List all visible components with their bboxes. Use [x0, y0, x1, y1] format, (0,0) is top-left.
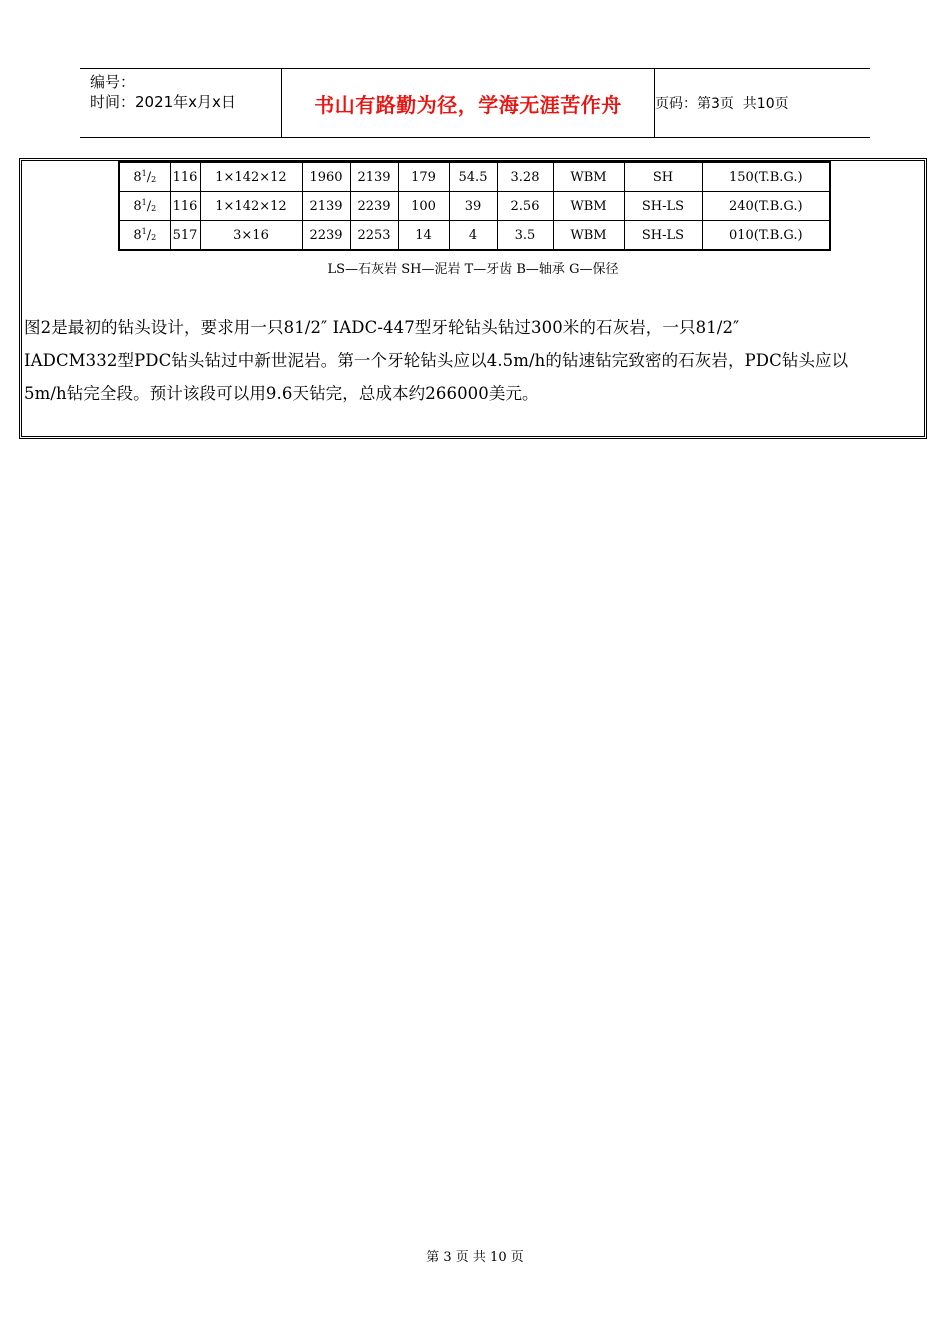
table-cell: 010(T.B.G.) [702, 221, 830, 251]
table-cell: 2253 [350, 221, 398, 251]
table-cell: 2139 [350, 162, 398, 192]
table-cell: 2239 [350, 192, 398, 221]
body-paragraph [24, 311, 926, 410]
table-cell: 1×142×12 [200, 192, 302, 221]
bit-size-cell: $8^1/_2$ [119, 162, 170, 192]
table-cell: 2239 [302, 221, 350, 251]
header-motto-cell [282, 69, 655, 137]
table-cell: WBM [553, 162, 624, 192]
table-cell: 116 [170, 192, 200, 221]
motto: 书山有路勤为径，学海无涯苦作舟 [314, 92, 622, 117]
table-cell: SH [624, 162, 702, 192]
table-cell: 517 [170, 221, 200, 251]
table-cell: WBM [553, 192, 624, 221]
table-row [119, 192, 830, 221]
table-cell: 3×16 [200, 221, 302, 251]
number-label: 编号： [90, 73, 136, 91]
table-cell: 14 [398, 221, 449, 251]
time-label: 时间：2021年x月x日 [90, 93, 236, 111]
page-footer: 第 3 页 共 10 页 [426, 1250, 524, 1265]
table-cell: 39 [449, 192, 497, 221]
table-cell: 2.56 [497, 192, 553, 221]
table-cell: 4 [449, 221, 497, 251]
paragraph-line: 5m/h钻完全段。预计该段可以用9.6天钻完，总成本约266000美元。 [24, 384, 539, 403]
header-meta [80, 69, 282, 137]
table-cell: 3.28 [497, 162, 553, 192]
content-frame [19, 158, 927, 439]
table-cell: 1×142×12 [200, 162, 302, 192]
table-cell: 150(T.B.G.) [702, 162, 830, 192]
header-page-cell [655, 69, 870, 137]
table-cell: 179 [398, 162, 449, 192]
table-cell: 54.5 [449, 162, 497, 192]
bit-size-cell: $8^1/_2$ [119, 221, 170, 251]
table-cell: 100 [398, 192, 449, 221]
table-cell: 2139 [302, 192, 350, 221]
table-cell: 3.5 [497, 221, 553, 251]
table-cell: 116 [170, 162, 200, 192]
table-cell: WBM [553, 221, 624, 251]
paragraph-line: 图2是最初的钻头设计，要求用一只81/2″ IADC-447型牙轮钻头钻过300米的石灰岩，一只81/2″ [24, 318, 740, 337]
table-row [119, 221, 830, 251]
page-label: 页码：第3页 共10页 [655, 96, 789, 112]
table-row [119, 162, 830, 192]
table-legend: LS—石灰岩 SH—泥岩 T—牙齿 B—轴承 G—保径 [327, 262, 619, 277]
page-header [80, 68, 870, 138]
bit-record-table [118, 161, 831, 251]
table-cell: 1960 [302, 162, 350, 192]
table-cell: 240(T.B.G.) [702, 192, 830, 221]
bit-size-cell: $8^1/_2$ [119, 192, 170, 221]
table-cell: SH-LS [624, 192, 702, 221]
table-cell: SH-LS [624, 221, 702, 251]
paragraph-line: IADCM332型PDC钻头钻过中新世泥岩。第一个牙轮钻头应以4.5m/h的钻速钻完致密的石灰岩，PDC钻头应以 [24, 351, 849, 370]
